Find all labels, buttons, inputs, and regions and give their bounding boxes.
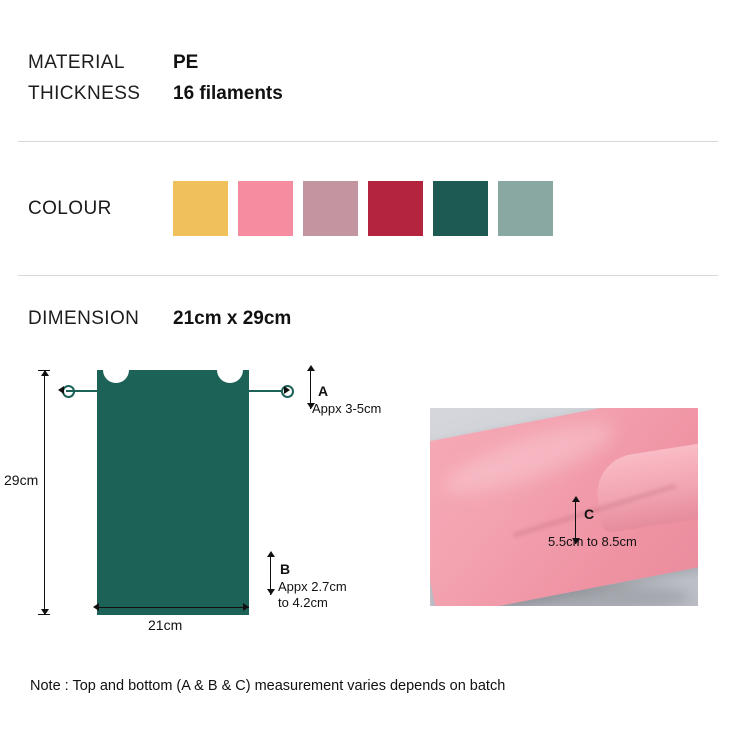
pouch-illustration [97, 370, 249, 615]
divider-bottom [18, 275, 718, 276]
divider-top [18, 141, 718, 142]
measure-b-arrow-up-icon [267, 551, 275, 557]
colour-swatch-crimson[interactable] [368, 181, 423, 236]
material-value: PE [173, 52, 199, 73]
pouch-diagram [0, 345, 440, 645]
product-photo [430, 408, 698, 606]
width-label: 21cm [148, 617, 183, 633]
bag-bottom-fold [592, 442, 698, 534]
thickness-label: THICKNESS [28, 83, 141, 104]
height-label: 29cm [4, 472, 39, 488]
measure-c-arrow-up-icon [572, 496, 580, 502]
width-measure-line [97, 607, 249, 608]
drawstring-right [243, 390, 283, 392]
dimension-value: 21cm x 29cm [173, 308, 292, 329]
colour-swatch-mauve[interactable] [303, 181, 358, 236]
drawstring-arrow-right-icon [284, 386, 290, 394]
measure-a-arrow-up-icon [307, 365, 315, 371]
pouch-notch-left [103, 369, 129, 383]
drawstring-arrow-left-icon [58, 386, 64, 394]
thickness-value: 16 filaments [173, 83, 283, 104]
dimension-row [28, 308, 291, 330]
measure-b-letter: B [280, 561, 291, 577]
measure-c-value: 5.5cm to 8.5cm [548, 534, 637, 549]
colour-swatch-dark-teal[interactable] [433, 181, 488, 236]
measure-b-arrow-down-icon [267, 589, 275, 595]
dimension-label: DIMENSION [28, 308, 140, 329]
colour-row [28, 181, 553, 236]
height-measure-line [44, 370, 45, 615]
thickness-row [28, 83, 704, 105]
note-text: Note : Top and bottom (A & B & C) measurement varies depends on batch [30, 678, 506, 694]
colour-label: COLOUR [28, 197, 112, 219]
width-arrow-right-icon [243, 603, 249, 611]
measure-b-value-line2: to 4.2cm [278, 595, 328, 610]
measure-b-value-line1: Appx 2.7cm [278, 579, 347, 594]
height-tick-bottom [38, 614, 50, 615]
material-spec-block [28, 52, 704, 114]
material-row [28, 52, 704, 74]
colour-swatch-sage[interactable] [498, 181, 553, 236]
material-label: MATERIAL [28, 52, 125, 73]
colour-swatch-list [173, 181, 553, 236]
measure-c-letter: C [584, 506, 595, 522]
colour-swatch-yellow[interactable] [173, 181, 228, 236]
measure-a-letter: A [318, 383, 329, 399]
measure-a-value: Appx 3-5cm [312, 401, 382, 416]
height-tick-top [38, 370, 50, 371]
width-arrow-left-icon [93, 603, 99, 611]
pouch-notch-right [217, 369, 243, 383]
colour-swatch-pink[interactable] [238, 181, 293, 236]
